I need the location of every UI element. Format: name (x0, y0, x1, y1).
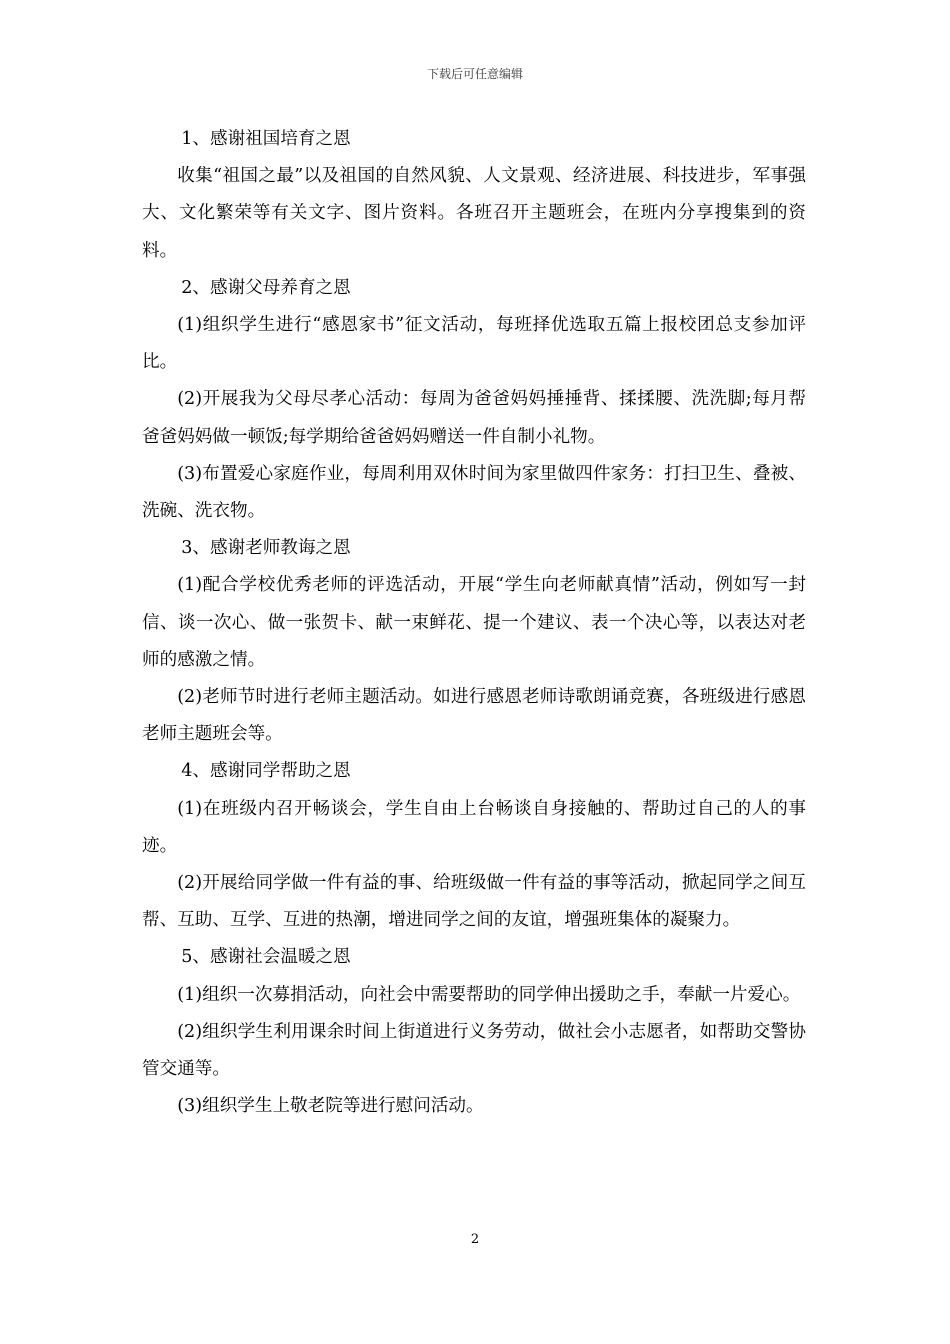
section-heading-4: 4、感谢同学帮助之恩 (181, 761, 351, 782)
paragraph: (1)组织一次募捐活动，向社会中需要帮助的同学伸出援助之手，奉献一片爱心。 (177, 984, 801, 1005)
paragraph: (2)组织学生利用课余时间上街道进行义务劳动，做社会小志愿者，如帮助交警协管交通等。 (142, 1021, 806, 1080)
section-heading-3: 3、感谢老师教诲之恩 (181, 538, 351, 559)
page-header: 下载后可任意编辑 (426, 67, 523, 81)
paragraph: (3)组织学生上敬老院等进行慰问活动。 (177, 1096, 484, 1117)
paragraph: (1)组织学生进行“感恩家书”征文活动，每班择优选取五篇上报校团总支参加评比。 (142, 315, 806, 373)
paragraph: (1)配合学校优秀老师的评选活动，开展“学生向老师献真情”活动，例如写一封信、谈一次心、做一张贺卡、献一束鲜花、提一个建议、表一个决心等，以表达对老师的感激之情。 (142, 575, 806, 670)
paragraph: (1)在班级内召开畅谈会，学生自由上台畅谈自身接触的、帮助过自己的人的事迹。 (142, 798, 806, 856)
paragraph: (2)老师节时进行老师主题活动。如进行感恩老师诗歌朗诵竞赛，各班级进行感恩老师主题班会等。 (142, 687, 806, 745)
page-number: 2 (470, 1232, 480, 1247)
paragraph: (3)布置爱心家庭作业，每周利用双休时间为家里做四件家务：打扫卫生、叠被、洗碗、洗衣物。 (142, 463, 806, 522)
section-heading-2: 2、感谢父母养育之恩 (181, 277, 351, 298)
paragraph: 收集“祖国之最”以及祖国的自然风貌、人文景观、经济进展、科技进步，军事强大、文化繁荣等有关文字、图片资料。各班召开主题班会，在班内分享搜集到的资料。 (142, 166, 806, 261)
document-body (142, 121, 806, 1125)
section-heading-5: 5、感谢社会温暖之恩 (181, 947, 351, 968)
paragraph: (2)开展我为父母尽孝心活动：每周为爸爸妈妈捶捶背、揉揉腰、洗洗脚;每月帮爸爸妈妈做一顿饭;每学期给爸爸妈妈赠送一件自制小礼物。 (142, 389, 806, 447)
paragraph: (2)开展给同学做一件有益的事、给班级做一件有益的事等活动，掀起同学之间互帮、互助、互学、互进的热潮，增进同学之间的友谊，增强班集体的凝聚力。 (142, 873, 806, 931)
section-heading-1: 1、感谢祖国培育之恩 (181, 129, 351, 149)
